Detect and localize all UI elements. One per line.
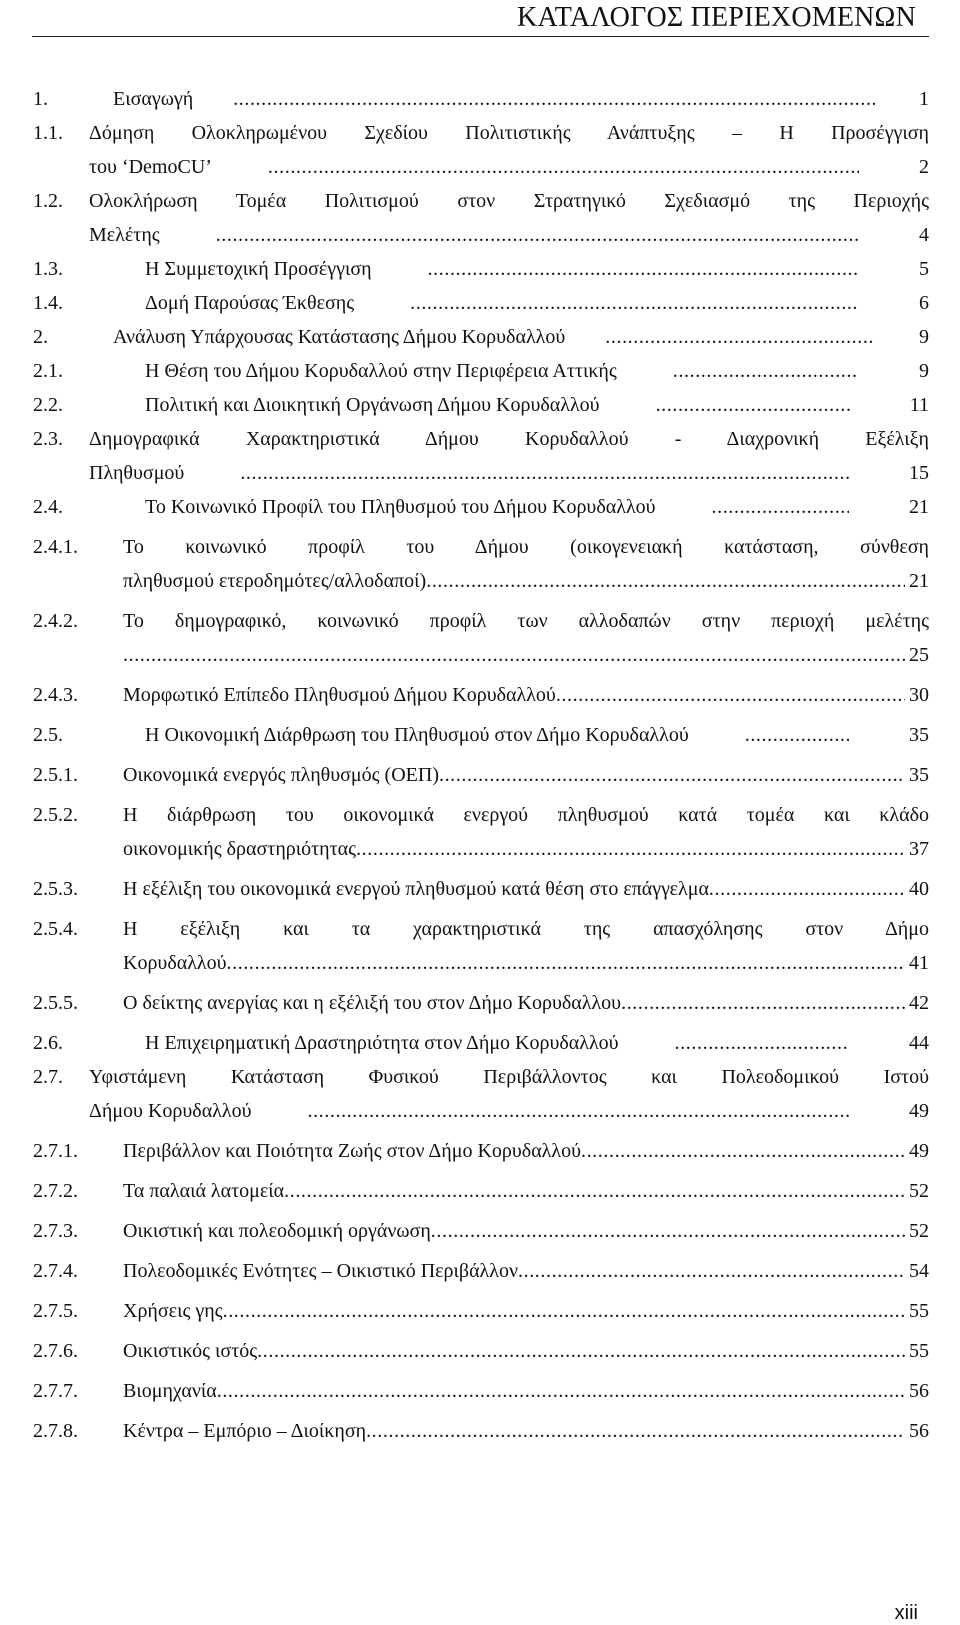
- dot-leader: [600, 388, 850, 422]
- dot-leader: [426, 564, 905, 598]
- dot-leader: [356, 832, 905, 866]
- heading-rule: [32, 36, 929, 37]
- toc-entry[interactable]: [33, 758, 929, 792]
- toc-entry[interactable]: [33, 82, 929, 116]
- toc-entry-number: 2.4.3.: [33, 684, 78, 706]
- toc-entry-title-end: Οικιστική και πολεοδομική οργάνωση: [123, 1220, 431, 1242]
- toc-entry-title-end: Η εξέλιξη του οικονομικά ενεργού πληθυσμού κατά θέση στο επάγγελμα: [123, 878, 709, 900]
- toc-entry[interactable]: [33, 354, 929, 388]
- toc-page-number: 56: [909, 1420, 929, 1442]
- dot-leader: [565, 320, 875, 354]
- toc-page-number: 37: [909, 838, 929, 860]
- dot-leader: [656, 490, 849, 524]
- toc-entry-number: 2.7.2.: [33, 1180, 78, 1202]
- toc-entry-number: 2.7.3.: [33, 1220, 78, 1242]
- dot-leader: [227, 946, 905, 980]
- toc-page-number: 52: [909, 1220, 929, 1242]
- toc-entry-title-end: Ο δείκτης ανεργίας και η εξέλιξή του στον Δήμο Κορυδαλλου: [123, 992, 622, 1014]
- toc-page-number: 40: [909, 878, 929, 900]
- toc-entry-title: Υφιστάμενη Κατάσταση Φυσικού Περιβάλλοντος και Πολεοδομικού Ιστού: [89, 1066, 929, 1088]
- toc-page-number: 9: [919, 326, 929, 348]
- toc-entry-number: 2.4.1.: [33, 536, 78, 558]
- toc-list: [33, 82, 929, 1448]
- toc-entry-number: 2.7.4.: [33, 1260, 78, 1282]
- toc-entry[interactable]: [33, 184, 929, 252]
- dot-leader: [617, 354, 859, 388]
- toc-page-number: 49: [909, 1100, 929, 1122]
- dot-leader: [223, 1294, 905, 1328]
- toc-page-number: 55: [909, 1300, 929, 1322]
- toc-entry-number: 1.3.: [33, 258, 63, 280]
- toc-page-number: 1: [919, 88, 929, 110]
- toc-entry-number: 1.4.: [33, 292, 63, 314]
- toc-entry-number: 1.: [33, 88, 48, 110]
- dot-leader: [251, 1094, 849, 1128]
- toc-entry[interactable]: [33, 286, 929, 320]
- toc-entry-title-end: του ‘DemoCU’: [89, 156, 212, 178]
- toc-entry-number: 2.7.7.: [33, 1380, 78, 1402]
- toc-entry-number: 1.1.: [33, 122, 63, 144]
- toc-page-number: 25: [909, 644, 929, 666]
- toc-entry-title-end: οικονομικής δραστηριότητας: [123, 838, 357, 860]
- toc-entry-title-end: Πολεοδομικές Ενότητες – Οικιστικό Περιβάλλον: [123, 1260, 518, 1282]
- toc-entry[interactable]: [33, 1414, 929, 1448]
- toc-entry[interactable]: [33, 872, 929, 906]
- dot-leader: [619, 1026, 849, 1060]
- toc-entry[interactable]: [33, 718, 929, 752]
- toc-entry-number: 2.5.3.: [33, 878, 78, 900]
- toc-entry-number: 2.3.: [33, 428, 63, 450]
- dot-leader: [689, 718, 849, 752]
- toc-heading: ΚΑΤΑΛΟΓΟΣ ΠΕΡΙΕΧΟΜΕΝΩΝ: [517, 2, 916, 33]
- toc-entry[interactable]: [33, 530, 929, 598]
- toc-entry-title-end: Τα παλαιά λατομεία: [123, 1180, 285, 1202]
- dot-leader: [217, 1374, 905, 1408]
- dot-leader: [212, 150, 859, 184]
- page-number: xiii: [894, 1602, 918, 1624]
- toc-page-number: 56: [909, 1380, 929, 1402]
- toc-entry-number: 2.7.6.: [33, 1340, 78, 1362]
- dot-leader: [439, 758, 905, 792]
- toc-entry[interactable]: [33, 678, 929, 712]
- toc-entry-title-end: Το Κοινωνικό Προφίλ του Πληθυσμού του Δήμου Κορυδαλλού: [145, 496, 656, 518]
- toc-page-number: 30: [909, 684, 929, 706]
- toc-page-number: 54: [909, 1260, 929, 1282]
- toc-entry-number: 2.5.1.: [33, 764, 78, 786]
- toc-page-number: 42: [909, 992, 929, 1014]
- dot-leader: [184, 456, 849, 490]
- toc-entry[interactable]: [33, 1134, 929, 1168]
- dot-leader: [160, 218, 859, 252]
- toc-entry-title-end: Οικιστικός ιστός: [123, 1340, 258, 1362]
- toc-entry[interactable]: [33, 798, 929, 866]
- toc-entry-number: 2.1.: [33, 360, 63, 382]
- toc-page-number: 35: [909, 764, 929, 786]
- toc-entry-number: 2.6.: [33, 1032, 63, 1054]
- toc-entry-number: 2.5.: [33, 724, 63, 746]
- dot-leader: [556, 678, 905, 712]
- toc-page-number: 6: [919, 292, 929, 314]
- toc-entry-title-end: Κορυδαλλού: [123, 952, 227, 974]
- toc-entry-title-end: Μορφωτικό Επίπεδο Πληθυσμού Δήμου Κορυδαλλού: [123, 684, 556, 706]
- toc-page-number: 35: [909, 724, 929, 746]
- dot-leader: [431, 1214, 905, 1248]
- toc-entry-title-end: Βιομηχανία: [123, 1380, 217, 1402]
- dot-leader: [709, 872, 905, 906]
- dot-leader: [366, 1414, 905, 1448]
- toc-entry-title-end: Πολιτική και Διοικητική Οργάνωση Δήμου Κορυδαλλού: [145, 394, 600, 416]
- toc-entry-number: 2.7.1.: [33, 1140, 78, 1162]
- toc-page-number: 21: [909, 496, 929, 518]
- toc-entry-number: 2.2.: [33, 394, 63, 416]
- toc-entry[interactable]: [33, 252, 929, 286]
- toc-entry-number: 2.5.2.: [33, 804, 78, 826]
- toc-page-number: 15: [909, 462, 929, 484]
- toc-entry-title-end: πληθυσμού ετεροδημότες/αλλοδαποί): [123, 570, 427, 592]
- toc-entry[interactable]: [33, 1214, 929, 1248]
- toc-entry[interactable]: [33, 490, 929, 524]
- toc-entry[interactable]: [33, 1174, 929, 1208]
- toc-entry-title-end: Ανάλυση Υπάρχουσας Κατάστασης Δήμου Κορυδαλλού: [113, 326, 566, 348]
- toc-entry-number: 2.4.2.: [33, 610, 78, 632]
- toc-page-number: 5: [919, 258, 929, 280]
- toc-entry[interactable]: [33, 1334, 929, 1368]
- toc-page-number: 21: [909, 570, 929, 592]
- toc-entry-title-end: Εισαγωγή: [113, 88, 194, 110]
- toc-entry-title: Το δημογραφικό, κοινωνικό προφίλ των αλλοδαπών στην περιοχή μελέτης: [123, 610, 929, 632]
- toc-entry-number: 2.4.: [33, 496, 63, 518]
- dot-leader: [518, 1254, 905, 1288]
- dot-leader: [372, 252, 859, 286]
- toc-entry[interactable]: [33, 1060, 929, 1128]
- toc-entry[interactable]: [33, 1294, 929, 1328]
- toc-page-number: 44: [909, 1032, 929, 1054]
- toc-entry[interactable]: [33, 604, 929, 672]
- toc-entry[interactable]: [33, 986, 929, 1020]
- toc-entry-title-end: Περιβάλλον και Ποιότητα Ζωής στον Δήμο Κορυδαλλού: [123, 1140, 581, 1162]
- toc-entry[interactable]: [33, 1254, 929, 1288]
- toc-entry-title-end: Χρήσεις γης: [123, 1300, 223, 1322]
- toc-entry-title-end: Δήμου Κορυδαλλού: [89, 1100, 252, 1122]
- toc-entry-title-end: Η Θέση του Δήμου Κορυδαλλού στην Περιφέρεια Αττικής: [145, 360, 617, 382]
- toc-entry-title: Η διάρθρωση του οικονομικά ενεργού πληθυσμού κατά τομέα και κλάδο: [123, 804, 929, 826]
- toc-entry-number: 1.2.: [33, 190, 63, 212]
- toc-entry[interactable]: [33, 388, 929, 422]
- toc-entry-title-end: Πληθυσμού: [89, 462, 185, 484]
- toc-entry[interactable]: [33, 912, 929, 980]
- toc-entry-number: 2.5.5.: [33, 992, 78, 1014]
- toc-entry-number: 2.7.5.: [33, 1300, 78, 1322]
- toc-entry-title-end: Η Οικονομική Διάρθρωση του Πληθυσμού στον Δήμο Κορυδαλλού: [145, 724, 689, 746]
- toc-entry-number: 2.7.8.: [33, 1420, 78, 1442]
- toc-entry-number: 2.7.: [33, 1066, 63, 1088]
- toc-entry[interactable]: [33, 116, 929, 184]
- dot-leader: [193, 82, 875, 116]
- toc-entry-title: Ολοκλήρωση Τομέα Πολιτισμού στον Στρατηγικό Σχεδιασμό της Περιοχής: [89, 190, 929, 212]
- toc-entry[interactable]: [33, 1374, 929, 1408]
- toc-page-number: 11: [909, 394, 929, 416]
- toc-page-number: 9: [919, 360, 929, 382]
- toc-page-number: 2: [919, 156, 929, 178]
- toc-entry-number: 2.: [33, 326, 48, 348]
- toc-page-number: 52: [909, 1180, 929, 1202]
- toc-entry-title: Δόμηση Ολοκληρωμένου Σχεδίου Πολιτιστικής Ανάπτυξης – Η Προσέγγιση: [89, 122, 929, 144]
- toc-entry-title-end: Η Επιχειρηματική Δραστηριότητα στον Δήμο Κορυδαλλού: [145, 1032, 619, 1054]
- toc-entry-title-end: Η Συμμετοχική Προσέγγιση: [145, 258, 372, 280]
- dot-leader: [257, 1334, 905, 1368]
- toc-entry-title-end: Οικονομικά ενεργός πληθυσμός (ΟΕΠ): [123, 764, 439, 786]
- dot-leader: [621, 986, 905, 1020]
- toc-entry-title: Δημογραφικά Χαρακτηριστικά Δήμου Κορυδαλλού - Διαχρονική Εξέλιξη: [89, 428, 929, 450]
- toc-entry-title-end: Κέντρα – Εμπόριο – Διοίκηση: [123, 1420, 367, 1442]
- dot-leader: [354, 286, 859, 320]
- toc-entry-title-end: Μελέτης: [89, 224, 160, 246]
- toc-page-number: 55: [909, 1340, 929, 1362]
- toc-entry[interactable]: [33, 422, 929, 490]
- toc-page-number: 49: [909, 1140, 929, 1162]
- toc-entry-title: Το κοινωνικό προφίλ του Δήμου (οικογενειακή κατάσταση, σύνθεση: [123, 536, 929, 558]
- toc-entry[interactable]: [33, 1026, 929, 1060]
- toc-page-number: 41: [909, 952, 929, 974]
- toc-entry-title-end: Δομή Παρούσας Έκθεσης: [145, 292, 355, 314]
- toc-entry-title: Η εξέλιξη και τα χαρακτηριστικά της απασχόλησης στον Δήμο: [123, 918, 929, 940]
- toc-page-number: 4: [919, 224, 929, 246]
- dot-leader: [581, 1134, 905, 1168]
- toc-entry-number: 2.5.4.: [33, 918, 78, 940]
- dot-leader: [284, 1174, 905, 1208]
- dot-leader: [123, 638, 905, 672]
- toc-entry[interactable]: [33, 320, 929, 354]
